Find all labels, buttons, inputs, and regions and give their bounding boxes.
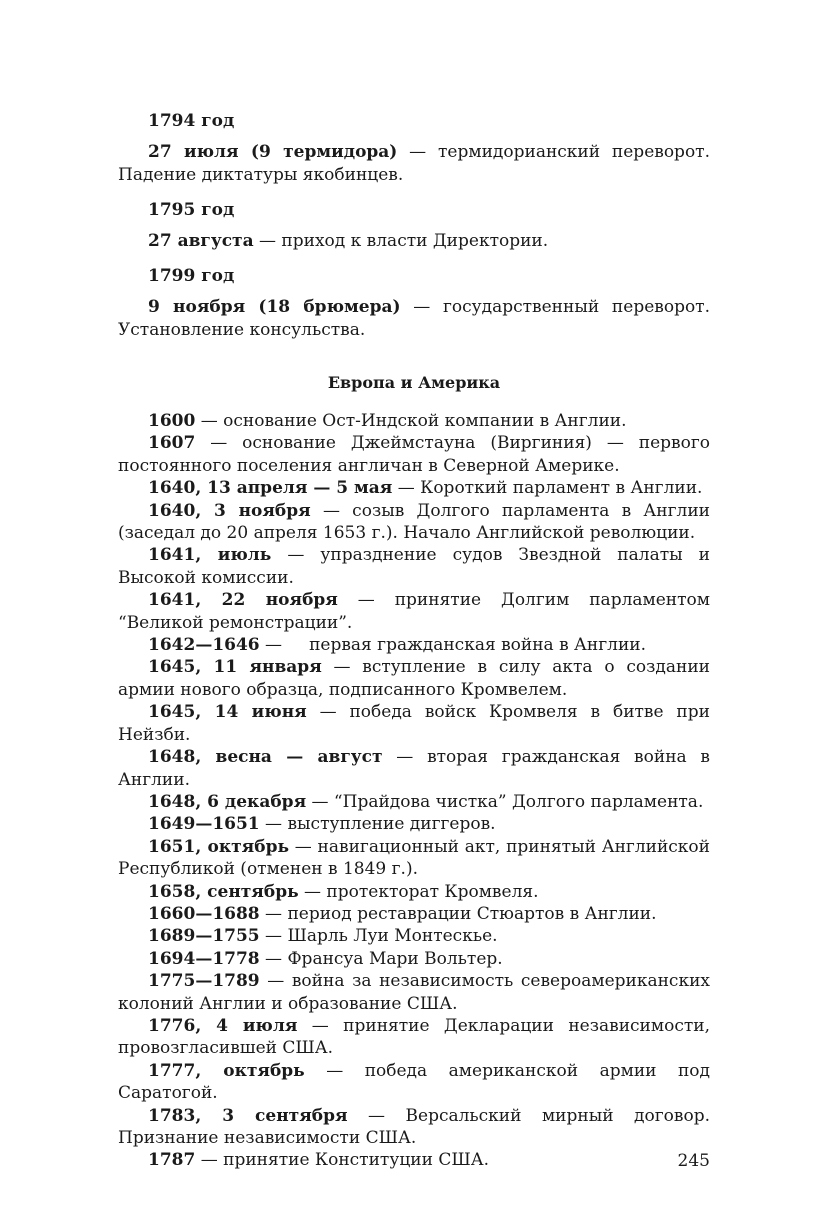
chronology-entry xyxy=(118,432,710,477)
chronology-entry xyxy=(118,296,710,342)
entry-text: — основание Джеймстауна (Виргиния) — первого постоянного поселения англичан в Северной Америке. xyxy=(118,433,710,476)
year-heading: 1795 год xyxy=(148,200,235,220)
entry-date: 1648, 6 декабря xyxy=(148,791,307,812)
entry-date: 1776, 4 июля xyxy=(148,1015,298,1036)
entry-date: 1607 xyxy=(148,433,196,454)
entry-date: 1600 xyxy=(148,411,196,431)
entry-date: 1641, 22 ноября xyxy=(148,590,338,611)
entry-text: — Версальский мирный договор. Признание независимости США. xyxy=(118,1105,710,1148)
entry-text: — первая гражданская война в Англии. xyxy=(259,635,647,656)
entry-date: 1787 xyxy=(148,1150,196,1171)
chronology-entry xyxy=(118,970,710,1015)
entry-date: 1775—1789 xyxy=(148,971,260,992)
entry-text: — приход к власти Директории. xyxy=(253,231,549,251)
entry-text: — Франсуа Мари Вольтер. xyxy=(259,948,503,969)
entry-text: — принятие Конституции США. xyxy=(195,1150,490,1171)
entry-text: — принятие Долгим парламентом “Великой ремонстрации”. xyxy=(118,590,710,633)
entry-date: 1694—1778 xyxy=(148,948,260,969)
chronology-entry xyxy=(118,813,710,835)
entry-date: 27 августа xyxy=(148,231,254,251)
chronology-entry xyxy=(118,1105,710,1150)
page-number: 245 xyxy=(677,1151,710,1171)
entry-date: 1641, июль xyxy=(148,545,272,566)
entry-text: — протекторат Кромвеля. xyxy=(298,881,539,902)
page-content xyxy=(118,110,710,1172)
entry-text: — принятие Декларации независимости, провозгласившей США. xyxy=(118,1015,711,1059)
entry-date: 1640, 3 ноября xyxy=(148,500,311,521)
entry-text: — война за независимость североамериканских колоний Англии и образование США. xyxy=(118,971,710,1014)
entry-date: 1642—1646 xyxy=(148,635,260,656)
chronology-entry xyxy=(118,1149,710,1171)
entry-text: — победа американской армии под Саратогой. xyxy=(118,1060,710,1104)
french-revolution-block xyxy=(118,110,710,342)
chronology-entry xyxy=(118,925,710,947)
entry-text: — Шарль Луи Монтескье. xyxy=(259,926,498,947)
entry-text: — Короткий парламент в Англии. xyxy=(392,478,703,499)
entry-text: — вступление в силу акта о создании армии нового образца, подписанного Кромвелем. xyxy=(118,657,710,700)
entry-text: — выступление диггеров. xyxy=(259,814,496,835)
chronology-entry xyxy=(118,903,710,925)
chronology-entry xyxy=(118,1015,710,1060)
chronology-entry xyxy=(118,746,710,791)
chronology-entry xyxy=(118,656,710,701)
chronology-entry xyxy=(118,1060,710,1105)
entry-text: — вторая гражданская война в Англии. xyxy=(118,747,710,790)
chronology-entry xyxy=(118,500,710,545)
europe-america-list xyxy=(118,410,710,1172)
entry-text: — навигационный акт, принятый Английской Республикой (отменен в 1849 г.). xyxy=(118,836,711,880)
entry-date: 27 июля (9 термидора) xyxy=(148,142,398,162)
entry-text: — созыв Долгого парламента в Англии (заседал до 20 апреля 1653 г.). Начало Английской революции. xyxy=(118,500,710,544)
entry-date: 1648, весна — август xyxy=(148,747,383,768)
entry-text: — государственный переворот. Установление консульства. xyxy=(118,297,710,340)
entry-text: — победа войск Кромвеля в битве при Нейзби. xyxy=(118,702,710,745)
entry-date: 1658, сентябрь xyxy=(148,881,299,902)
chronology-entry xyxy=(118,410,710,432)
entry-text: — термидорианский переворот. Падение диктатуры якобинцев. xyxy=(118,142,710,185)
entry-text: — период реставрации Стюартов в Англии. xyxy=(259,903,657,924)
section-title: Европа и Америка xyxy=(327,373,501,392)
chronology-entry xyxy=(118,701,710,746)
entry-text: — упразднение судов Звездной палаты и Высокой комиссии. xyxy=(118,545,710,588)
chronology-entry xyxy=(118,230,710,253)
entry-date: 1645, 14 июня xyxy=(148,702,307,723)
chronology-entry xyxy=(118,589,710,634)
entry-date: 1660—1688 xyxy=(148,903,260,924)
entry-text: — “Прайдова чистка” Долгого парламента. xyxy=(306,791,704,812)
chronology-entry xyxy=(118,791,710,813)
entry-date: 1649—1651 xyxy=(148,814,260,835)
year-heading: 1794 год xyxy=(148,111,235,131)
entry-date: 1645, 11 января xyxy=(148,657,322,678)
entry-date: 1783, 3 сентября xyxy=(148,1105,348,1126)
chronology-entry xyxy=(118,881,710,903)
entry-date: 1651, октябрь xyxy=(148,836,289,857)
chronology-entry xyxy=(118,948,710,970)
entry-text: — основание Ост-Индской компании в Англии. xyxy=(195,411,627,431)
chronology-entry xyxy=(118,544,710,589)
entry-date: 1689—1755 xyxy=(148,926,260,947)
chronology-entry xyxy=(118,477,710,499)
entry-date: 9 ноября (18 брюмера) xyxy=(148,297,401,317)
entry-date: 1640, 13 апреля — 5 мая xyxy=(148,478,393,499)
chronology-entry xyxy=(118,634,710,656)
chronology-entry xyxy=(118,141,710,187)
year-heading: 1799 год xyxy=(148,266,235,286)
entry-date: 1777, октябрь xyxy=(148,1060,305,1081)
chronology-entry xyxy=(118,836,710,881)
